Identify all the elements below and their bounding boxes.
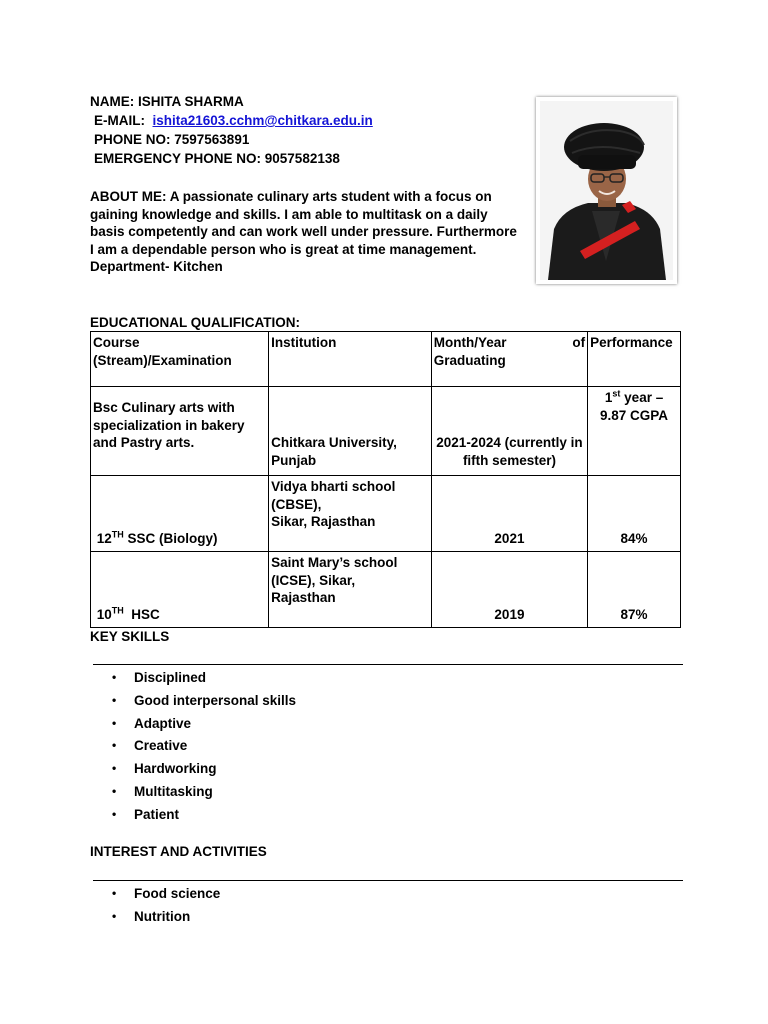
institution-line2: (CBSE), [271, 496, 322, 512]
list-item [112, 806, 296, 829]
perf-cgpa: 9.87 CGPA [600, 407, 669, 423]
year-cell: 2019 [431, 552, 587, 628]
list-item [112, 669, 296, 692]
bullet-icon: • [112, 908, 117, 923]
interests-title: INTEREST AND ACTIVITIES [90, 844, 267, 859]
institution-line1: Vidya bharti school [271, 479, 396, 494]
year-cell: 2021-2024 (currently in fifth semester) [431, 387, 587, 476]
institution-cell [269, 552, 432, 628]
key-skills-divider [93, 664, 683, 665]
list-item [112, 737, 296, 760]
table-row [91, 387, 681, 476]
skill-label: Disciplined [134, 670, 207, 685]
institution-line3: Sikar, Rajasthan [271, 514, 376, 529]
list-item [112, 692, 296, 715]
course-superscript: TH [111, 529, 124, 539]
course-superscript: TH [111, 605, 124, 615]
interests-divider [93, 880, 683, 881]
perf-number: 1 [604, 390, 613, 405]
interests-list [112, 885, 220, 931]
header-course-line2: (Stream)/Examination [93, 352, 232, 368]
list-item [112, 760, 296, 783]
header-month-year [431, 332, 587, 387]
institution-line3: Rajasthan [271, 590, 336, 605]
header-institution: Institution [269, 332, 432, 387]
contact-block [90, 93, 510, 169]
bullet-icon: • [112, 761, 117, 776]
institution-cell: Chitkara University, Punjab [269, 387, 432, 476]
course-number: 12 [96, 530, 112, 546]
header-course-line1: Course [93, 335, 140, 350]
header-month-line1: Month/Year [433, 335, 507, 350]
about-section [90, 188, 520, 276]
name-line: NAME: ISHITA SHARMA [90, 94, 244, 109]
performance-cell: 84% [588, 476, 681, 552]
email-label: E-MAIL: [94, 113, 145, 128]
skill-label: Creative [134, 738, 188, 754]
key-skills-title: KEY SKILLS [90, 629, 170, 644]
bullet-icon: • [112, 783, 117, 798]
bullet-icon: • [112, 738, 117, 753]
year-cell: 2021 [431, 476, 587, 552]
education-table [90, 331, 681, 628]
skill-label: Hardworking [134, 761, 217, 777]
institution-line2: (ICSE), Sikar, [271, 572, 356, 588]
skill-label: Multitasking [134, 783, 213, 799]
header-month-of: of [572, 335, 586, 350]
institution-line1: Saint Mary’s school [271, 555, 398, 570]
skill-label: Patient [134, 806, 180, 822]
table-header-row [91, 332, 681, 387]
perf-rest: year – [620, 390, 664, 405]
about-text: ABOUT ME: A passionate culinary arts student with a focus on gaining knowledge and skills. I am able to multitask on a daily basis competently and can work well under pressure. Furthermore I am a dependable person who is great at time management. [90, 189, 517, 257]
skill-label: Good interpersonal skills [134, 692, 297, 708]
email-line [90, 112, 510, 131]
perf-superscript: st [612, 388, 621, 399]
table-row [91, 552, 681, 628]
list-item [112, 715, 296, 738]
header-month-line2: Graduating [433, 352, 506, 368]
interest-label: Nutrition [134, 908, 191, 924]
education-title: EDUCATIONAL QUALIFICATION: [90, 315, 300, 330]
course-cell [91, 552, 269, 628]
list-item [112, 783, 296, 806]
institution-cell [269, 476, 432, 552]
table-row [91, 476, 681, 552]
header-performance: Performance [588, 332, 681, 387]
phone-line: PHONE NO: 7597563891 [94, 132, 250, 147]
header-course [91, 332, 269, 387]
course-number: 10 [96, 606, 112, 622]
bullet-icon: • [112, 715, 117, 730]
course-rest: SSC (Biology) [123, 530, 218, 546]
profile-photo-image [540, 101, 673, 280]
email-link[interactable]: ishita21603.cchm@chitkara.edu.in [152, 113, 373, 128]
department-line: Department- Kitchen [90, 259, 223, 274]
list-item [112, 885, 220, 908]
key-skills-list [112, 669, 296, 829]
course-rest: HSC [123, 606, 160, 622]
bullet-icon: • [112, 692, 117, 707]
bullet-icon: • [112, 806, 117, 821]
performance-cell [588, 387, 681, 476]
performance-cell: 87% [588, 552, 681, 628]
course-cell [91, 476, 269, 552]
emergency-phone-line: EMERGENCY PHONE NO: 9057582138 [94, 151, 340, 166]
list-item [112, 908, 220, 931]
course-cell: Bsc Culinary arts with specialization in bakery and Pastry arts. [91, 387, 269, 476]
skill-label: Adaptive [134, 715, 192, 731]
bullet-icon: • [112, 670, 117, 684]
profile-photo [536, 97, 677, 284]
bullet-icon: • [112, 886, 117, 900]
interest-label: Food science [134, 886, 221, 901]
